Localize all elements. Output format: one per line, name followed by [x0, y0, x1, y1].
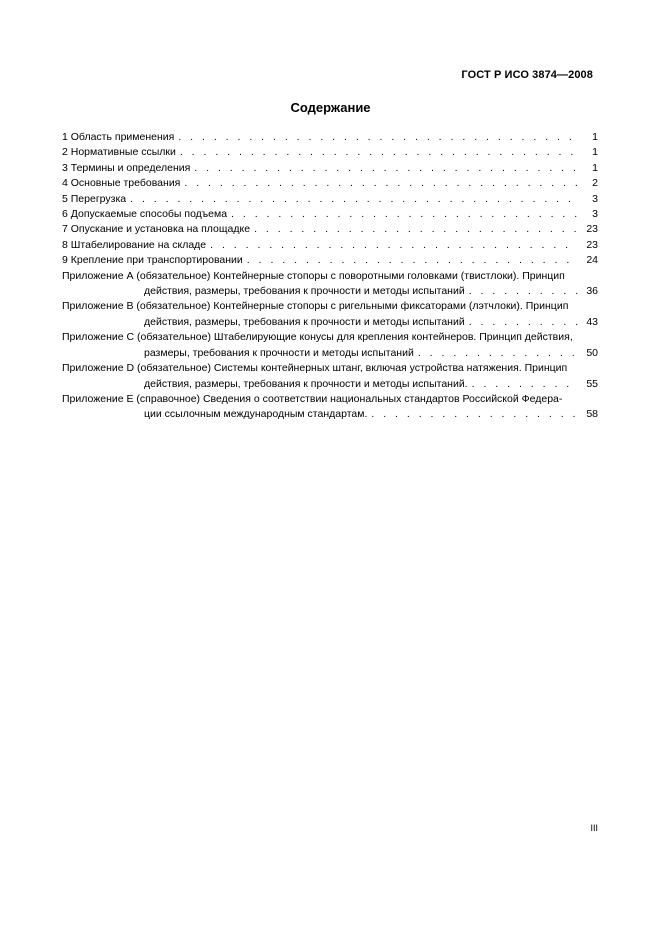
- dot-leader: [178, 130, 578, 145]
- annex-title-line2: действия, размеры, требования к прочности и методы испытаний: [144, 315, 465, 328]
- toc-entry-title: 1 Область применения: [62, 131, 175, 143]
- toc-entry[interactable]: [62, 161, 598, 176]
- toc-entry-title: 2 Нормативные ссылки: [62, 146, 176, 159]
- toc-entry-page: 3: [592, 192, 598, 205]
- annex-title-line1: Приложение В (обязательное) Контейнерные стопоры с ригельными фиксаторами (лэтчлоки). Принцип: [62, 300, 569, 313]
- toc-entry-page: 36: [586, 285, 598, 298]
- toc-entry-page: 1: [592, 146, 598, 159]
- dot-leader: [254, 222, 578, 237]
- dot-leader: [472, 377, 578, 392]
- dot-leader: [184, 176, 578, 191]
- toc-entry[interactable]: [62, 238, 598, 253]
- dot-leader: [194, 161, 578, 176]
- annex-title-line2: действия, размеры, требования к прочности и методы испытаний.: [144, 377, 468, 390]
- toc-annex-entry[interactable]: [62, 269, 598, 300]
- annex-title-line1: Приложение С (обязательное) Штабелирующие конусы для крепления контейнеров. Принцип действия,: [62, 331, 573, 344]
- annex-title-line1: Приложение А (обязательное) Контейнерные стопоры с поворотными головками (твистлоки). Принцип: [62, 269, 565, 282]
- toc-entry[interactable]: [62, 222, 598, 237]
- toc-entry[interactable]: [62, 130, 598, 145]
- toc-entry-page: 23: [586, 223, 598, 236]
- toc-entry-title: 5 Перегрузка: [62, 192, 127, 205]
- annex-title-line1: Приложение D (обязательное) Системы контейнерных штанг, включая устройства натяжения. Принцип: [62, 362, 568, 375]
- toc-entry-page: 2: [592, 177, 598, 190]
- toc-entry-page: 1: [592, 161, 598, 174]
- toc-entry-page: 23: [586, 238, 598, 251]
- dot-leader: [130, 192, 578, 207]
- page-number: III: [590, 823, 598, 833]
- toc-entry-page: 50: [586, 346, 598, 359]
- toc-entry-page: 3: [592, 208, 598, 221]
- annex-title-line2: действия, размеры, требования к прочности и методы испытаний: [144, 285, 465, 298]
- toc-entry[interactable]: [62, 192, 598, 207]
- toc-entry[interactable]: [62, 176, 598, 191]
- dot-leader: [418, 346, 578, 361]
- annex-title-line2: ции ссылочным международным стандартам.: [144, 408, 368, 421]
- page-title: Содержание: [290, 100, 371, 115]
- toc-entry-title: 8 Штабелирование на складе: [62, 238, 207, 251]
- toc-entry-title: 4 Основные требования: [62, 177, 181, 190]
- toc-annex-entry[interactable]: [62, 299, 598, 330]
- toc-entry[interactable]: [62, 207, 598, 222]
- toc-entry-page: 55: [586, 377, 598, 390]
- toc-entry[interactable]: [62, 145, 598, 160]
- toc-entry-title: 9 Крепление при транспортировании: [62, 254, 243, 267]
- toc-entry[interactable]: [62, 253, 598, 268]
- toc-entry-page: 24: [586, 254, 598, 267]
- dot-leader: [469, 315, 578, 330]
- annex-title-line2: размеры, требования к прочности и методы испытаний: [144, 346, 414, 359]
- toc-entry-title: 7 Опускание и установка на площадке: [62, 223, 251, 236]
- toc-entry-page: 43: [586, 315, 598, 328]
- toc-entry-title: 3 Термины и определения: [62, 161, 191, 174]
- table-of-contents: [62, 130, 598, 423]
- toc-annex-entry[interactable]: [62, 330, 598, 361]
- toc-annex-entry[interactable]: [62, 392, 598, 423]
- dot-leader: [469, 284, 578, 299]
- annex-title-line1: Приложение Е (справочное) Сведения о соответствии национальных стандартов Российской Федера-: [62, 392, 563, 405]
- dot-leader: [247, 253, 578, 268]
- toc-entry-page: 58: [586, 408, 598, 421]
- dot-leader: [180, 145, 578, 160]
- dot-leader: [371, 407, 578, 422]
- dot-leader: [210, 238, 578, 253]
- toc-annex-entry[interactable]: [62, 361, 598, 392]
- dot-leader: [231, 207, 578, 222]
- toc-entry-page: 1: [592, 131, 598, 143]
- toc-entry-title: 6 Допускаемые способы подъема: [62, 208, 228, 221]
- document-header: ГОСТ Р ИСО 3874—2008: [461, 69, 593, 81]
